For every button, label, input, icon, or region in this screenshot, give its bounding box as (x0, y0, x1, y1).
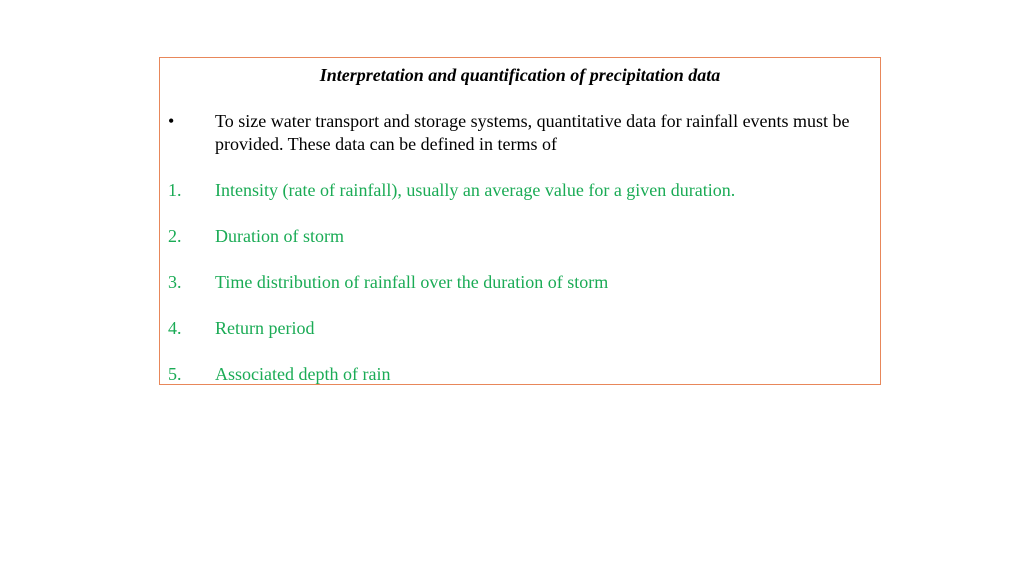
list-item-number: 1. (168, 180, 182, 200)
list-item-text: Intensity (rate of rainfall), usually an average value for a given duration. (215, 180, 736, 200)
list-item-text: Time distribution of rainfall over the duration of storm (215, 272, 609, 292)
bullet-marker: • (168, 111, 175, 131)
bullet-text: To size water transport and storage systems, quantitative data for rainfall events must be provided. These data can be defined in terms of (215, 111, 850, 154)
box-title: Interpretation and quantification of precipitation data (319, 65, 721, 85)
list-item-text: Duration of storm (215, 226, 344, 246)
list-item-number: 2. (168, 226, 182, 246)
list-item-text: Return period (215, 318, 315, 338)
list-item-number: 5. (168, 364, 182, 384)
list-item-text: Associated depth of rain (215, 364, 391, 384)
text-box[interactable] (159, 57, 881, 385)
list-item-number: 3. (168, 272, 182, 292)
list-item-number: 4. (168, 318, 182, 338)
